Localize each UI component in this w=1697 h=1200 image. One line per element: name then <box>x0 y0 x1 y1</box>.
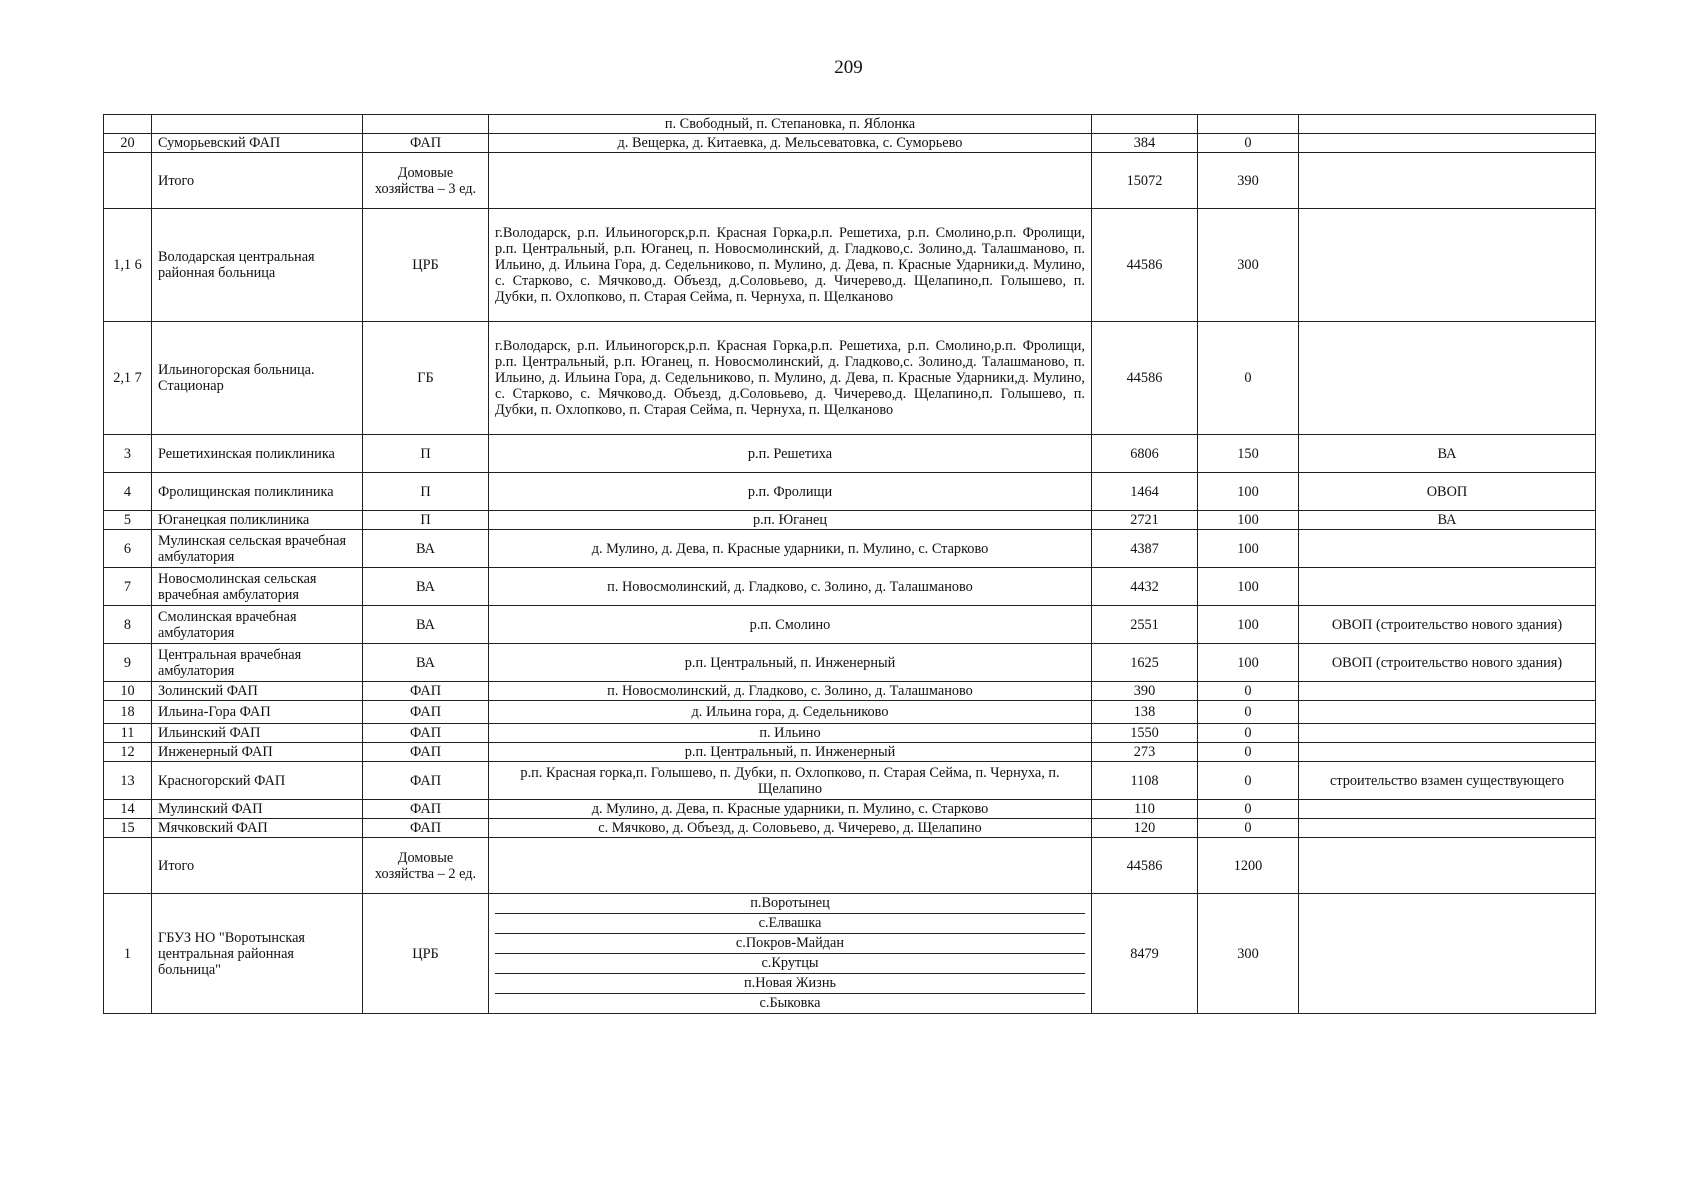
population: 390 <box>1092 682 1198 701</box>
capacity: 0 <box>1198 701 1299 724</box>
row-number: 10 <box>104 682 152 701</box>
note: ВА <box>1299 511 1596 530</box>
row-number: 18 <box>104 701 152 724</box>
capacity <box>1198 115 1299 134</box>
facility-name: Итого <box>152 153 363 209</box>
facility-name: Ильинский ФАП <box>152 724 363 743</box>
service-area: п. Ильино <box>489 724 1092 743</box>
row-number: 7 <box>104 568 152 606</box>
note <box>1299 209 1596 322</box>
facility-name: Золинский ФАП <box>152 682 363 701</box>
capacity: 300 <box>1198 894 1299 1014</box>
facility-name: Инженерный ФАП <box>152 743 363 762</box>
table-row <box>104 743 1596 762</box>
row-number: 15 <box>104 819 152 838</box>
capacity: 100 <box>1198 606 1299 644</box>
service-area: г.Володарск, р.п. Ильиногорск,р.п. Красная Горка,р.п. Решетиха, р.п. Смолино,р.п. Фролищи, р.п. Центральный, р.п. Юганец, п. Новосмолинский, д. Гладково,с. Золино,д. Талашманово, п. Ильино, д. Ильина Гора, д. Седельниково, п. Мулино, д. Дева, п. Красные Ударники,д. Мулино, с. Старково, с. Мячково,д. Объезд, д.Соловьево, д. Чичерево,д. Щелапино,п. Голышево, п. Дубки, п. Охлопково, п. Старая Сейма, п. Чернуха, п. Щелканово <box>489 209 1092 322</box>
capacity: 1200 <box>1198 838 1299 894</box>
table-row <box>104 838 1596 894</box>
row-number: 20 <box>104 134 152 153</box>
facility-type: ФАП <box>363 134 489 153</box>
population: 4387 <box>1092 530 1198 568</box>
facility-type: ГБ <box>363 322 489 435</box>
population: 110 <box>1092 800 1198 819</box>
row-number <box>104 153 152 209</box>
service-area-item: с.Крутцы <box>495 954 1085 974</box>
row-number: 1,1 6 <box>104 209 152 322</box>
population: 44586 <box>1092 322 1198 435</box>
service-area-list <box>489 894 1092 1014</box>
table-row <box>104 435 1596 473</box>
facility-type: ВА <box>363 568 489 606</box>
note: ОВОП <box>1299 473 1596 511</box>
population: 8479 <box>1092 894 1198 1014</box>
note: ОВОП (строительство нового здания) <box>1299 606 1596 644</box>
facility-name <box>152 115 363 134</box>
capacity: 0 <box>1198 743 1299 762</box>
facility-type: ФАП <box>363 800 489 819</box>
note <box>1299 894 1596 1014</box>
service-area-item: п.Воротынец <box>495 894 1085 914</box>
service-area: д. Мулино, д. Дева, п. Красные ударники, п. Мулино, с. Старково <box>489 800 1092 819</box>
population: 4432 <box>1092 568 1198 606</box>
population: 1464 <box>1092 473 1198 511</box>
row-number <box>104 838 152 894</box>
note <box>1299 115 1596 134</box>
note <box>1299 819 1596 838</box>
service-area: р.п. Смолино <box>489 606 1092 644</box>
row-number: 3 <box>104 435 152 473</box>
capacity: 390 <box>1198 153 1299 209</box>
facility-type: ФАП <box>363 724 489 743</box>
row-number: 2,1 7 <box>104 322 152 435</box>
population: 138 <box>1092 701 1198 724</box>
population: 2721 <box>1092 511 1198 530</box>
row-number: 9 <box>104 644 152 682</box>
service-area: р.п. Центральный, п. Инженерный <box>489 644 1092 682</box>
facility-type: ВА <box>363 606 489 644</box>
note <box>1299 800 1596 819</box>
population: 1550 <box>1092 724 1198 743</box>
facility-type: ФАП <box>363 762 489 800</box>
population: 120 <box>1092 819 1198 838</box>
facility-name: Смолинская врачебная амбулатория <box>152 606 363 644</box>
facility-type: ФАП <box>363 819 489 838</box>
service-area <box>489 838 1092 894</box>
service-area: п. Новосмолинский, д. Гладково, с. Золино, д. Талашманово <box>489 568 1092 606</box>
row-number: 1 <box>104 894 152 1014</box>
page-number: 209 <box>834 57 863 78</box>
facility-type: ВА <box>363 644 489 682</box>
service-area-item: с.Елвашка <box>495 914 1085 934</box>
service-area: д. Мулино, д. Дева, п. Красные ударники, п. Мулино, с. Старково <box>489 530 1092 568</box>
capacity: 0 <box>1198 819 1299 838</box>
service-area: п. Новосмолинский, д. Гладково, с. Золино, д. Талашманово <box>489 682 1092 701</box>
facility-name: Юганецкая поликлиника <box>152 511 363 530</box>
facility-type: Домовые хозяйства – 2 ед. <box>363 838 489 894</box>
note <box>1299 153 1596 209</box>
population: 1625 <box>1092 644 1198 682</box>
table-row <box>104 724 1596 743</box>
row-number: 13 <box>104 762 152 800</box>
capacity: 100 <box>1198 644 1299 682</box>
row-number: 5 <box>104 511 152 530</box>
table-row <box>104 819 1596 838</box>
facility-name: Решетихинская поликлиника <box>152 435 363 473</box>
note <box>1299 724 1596 743</box>
note <box>1299 838 1596 894</box>
capacity: 0 <box>1198 762 1299 800</box>
table-row <box>104 322 1596 435</box>
capacity: 0 <box>1198 800 1299 819</box>
capacity: 100 <box>1198 511 1299 530</box>
service-area: р.п. Решетиха <box>489 435 1092 473</box>
note <box>1299 530 1596 568</box>
population: 273 <box>1092 743 1198 762</box>
facility-name: Красногорский ФАП <box>152 762 363 800</box>
row-number: 14 <box>104 800 152 819</box>
service-area: р.п. Фролищи <box>489 473 1092 511</box>
row-number: 8 <box>104 606 152 644</box>
table-row <box>104 762 1596 800</box>
facility-type: Домовые хозяйства – 3 ед. <box>363 153 489 209</box>
population: 44586 <box>1092 209 1198 322</box>
capacity: 0 <box>1198 322 1299 435</box>
population: 1108 <box>1092 762 1198 800</box>
facility-name: Мячковский ФАП <box>152 819 363 838</box>
row-number: 6 <box>104 530 152 568</box>
population: 44586 <box>1092 838 1198 894</box>
capacity: 0 <box>1198 682 1299 701</box>
capacity: 100 <box>1198 530 1299 568</box>
table-row <box>104 153 1596 209</box>
row-number: 11 <box>104 724 152 743</box>
capacity: 0 <box>1198 134 1299 153</box>
table-row <box>104 530 1596 568</box>
facility-name: Мулинская сельская врачебная амбулатория <box>152 530 363 568</box>
facility-name: Ильина-Гора ФАП <box>152 701 363 724</box>
service-area: р.п. Красная горка,п. Голышево, п. Дубки, п. Охлопково, п. Старая Сейма, п. Чернуха, п. Щелапино <box>489 762 1092 800</box>
table-row <box>104 115 1596 134</box>
note <box>1299 701 1596 724</box>
service-area: д. Вещерка, д. Китаевка, д. Мельсеватовка, с. Суморьево <box>489 134 1092 153</box>
row-number: 12 <box>104 743 152 762</box>
facility-name: Центральная врачебная амбулатория <box>152 644 363 682</box>
table-row <box>104 682 1596 701</box>
facility-type: П <box>363 511 489 530</box>
facility-type: ФАП <box>363 682 489 701</box>
facility-name: Фролищинская поликлиника <box>152 473 363 511</box>
service-area: г.Володарск, р.п. Ильиногорск,р.п. Красная Горка,р.п. Решетиха, р.п. Смолино,р.п. Фролищи, р.п. Центральный, р.п. Юганец, п. Новосмолинский, д. Гладково,с. Золино,д. Талашманово, п. Ильино, д. Ильина Гора, д. Седельниково, п. Мулино, д. Дева, п. Красные Ударники,д. Мулино, с. Старково, с. Мячково,д. Объезд, д.Соловьево, д. Чичерево,д. Щелапино,п. Голышево, п. Дубки, п. Охлопково, п. Старая Сейма, п. Чернуха, п. Щелканово <box>489 322 1092 435</box>
table-row <box>104 894 1596 1014</box>
service-area: р.п. Юганец <box>489 511 1092 530</box>
facility-name: Володарская центральная районная больница <box>152 209 363 322</box>
service-area: с. Мячково, д. Объезд, д. Соловьево, д. Чичерево, д. Щелапино <box>489 819 1092 838</box>
note <box>1299 682 1596 701</box>
table-row <box>104 800 1596 819</box>
facilities-table <box>103 114 1596 1014</box>
service-area-item: с.Покров-Майдан <box>495 934 1085 954</box>
table-row <box>104 568 1596 606</box>
note <box>1299 568 1596 606</box>
service-area: п. Свободный, п. Степановка, п. Яблонка <box>489 115 1092 134</box>
population <box>1092 115 1198 134</box>
facility-name: Итого <box>152 838 363 894</box>
capacity: 0 <box>1198 724 1299 743</box>
capacity: 300 <box>1198 209 1299 322</box>
population: 6806 <box>1092 435 1198 473</box>
service-area: д. Ильина гора, д. Седельниково <box>489 701 1092 724</box>
table-row <box>104 644 1596 682</box>
facility-name: ГБУЗ НО "Воротынская центральная районная больница" <box>152 894 363 1014</box>
service-area: р.п. Центральный, п. Инженерный <box>489 743 1092 762</box>
table-row <box>104 134 1596 153</box>
note <box>1299 743 1596 762</box>
population: 384 <box>1092 134 1198 153</box>
facility-type <box>363 115 489 134</box>
facility-name: Ильиногорская больница. Стационар <box>152 322 363 435</box>
facility-type: ЦРБ <box>363 894 489 1014</box>
note: ОВОП (строительство нового здания) <box>1299 644 1596 682</box>
facility-name: Суморьевский ФАП <box>152 134 363 153</box>
service-area <box>489 153 1092 209</box>
facility-type: ВА <box>363 530 489 568</box>
service-area-item: п.Новая Жизнь <box>495 974 1085 994</box>
population: 2551 <box>1092 606 1198 644</box>
table-row <box>104 473 1596 511</box>
table-row <box>104 606 1596 644</box>
capacity: 100 <box>1198 473 1299 511</box>
facility-type: П <box>363 435 489 473</box>
table-row <box>104 511 1596 530</box>
facility-type: ФАП <box>363 701 489 724</box>
row-number <box>104 115 152 134</box>
capacity: 150 <box>1198 435 1299 473</box>
facility-type: ФАП <box>363 743 489 762</box>
note: строительство взамен существующего <box>1299 762 1596 800</box>
facility-name: Мулинский ФАП <box>152 800 363 819</box>
population: 15072 <box>1092 153 1198 209</box>
note: ВА <box>1299 435 1596 473</box>
table-row <box>104 701 1596 724</box>
facility-name: Новосмолинская сельская врачебная амбулатория <box>152 568 363 606</box>
facility-type: П <box>363 473 489 511</box>
note <box>1299 322 1596 435</box>
facility-type: ЦРБ <box>363 209 489 322</box>
service-area-item: с.Быковка <box>759 995 821 1011</box>
note <box>1299 134 1596 153</box>
capacity: 100 <box>1198 568 1299 606</box>
table-row <box>104 209 1596 322</box>
row-number: 4 <box>104 473 152 511</box>
